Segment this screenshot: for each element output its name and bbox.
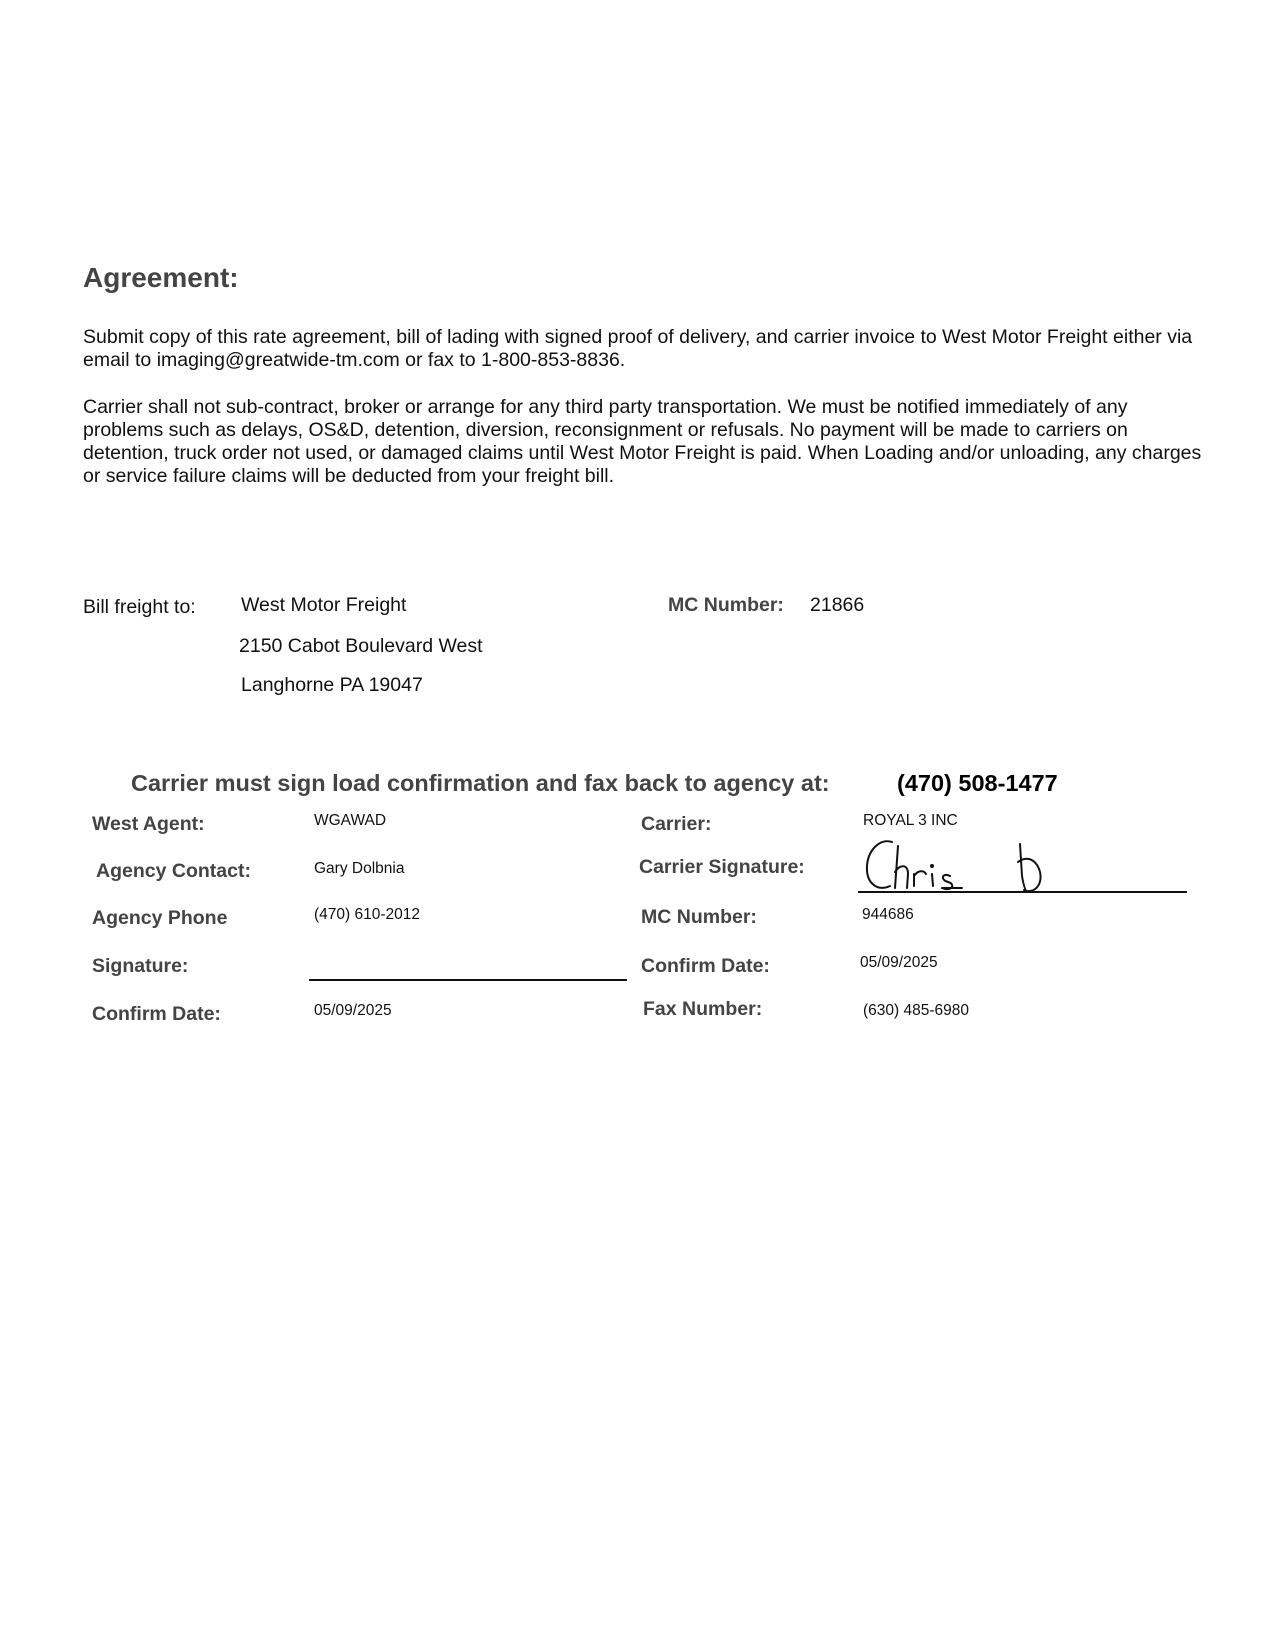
agency-phone-value: (470) 610-2012 (314, 906, 420, 923)
agreement-paragraph-terms: Carrier shall not sub-contract, broker or arrange for any third party transportation. We must be notified immediately of any problems such as delays, OS&D, detention, diversion, reconsignment or refusals. No payment will be made to carriers on detention, truck order not used, or damaged claims until West Motor Freight is paid. When Loading and/or unloading, any charges or service failure claims will be deducted from your freight bill. (83, 396, 1202, 487)
carrier-label: Carrier: (641, 813, 712, 835)
bill-to-address-line2: Langhorne PA 19047 (241, 674, 423, 696)
agency-contact-value: Gary Dolbnia (314, 860, 405, 877)
west-agent-label: West Agent: (92, 813, 205, 835)
carrier-fax-label: Fax Number: (643, 998, 763, 1020)
agency-confirm-date-label: Confirm Date: (92, 1003, 221, 1025)
agreement-paragraph-submit: Submit copy of this rate agreement, bill of lading with signed proof of delivery, and carrier invoice to West Motor Freight either via email to imaging@greatwide-tm.com or fax to 1-800-853-8836. (83, 326, 1193, 371)
carrier-confirm-date-label: Confirm Date: (641, 955, 770, 977)
agency-contact-label: Agency Contact: (96, 860, 251, 882)
bill-to-mc-label: MC Number: (668, 594, 784, 616)
agency-signature-line (309, 979, 627, 981)
bill-to-label: Bill freight to: (83, 596, 196, 618)
carrier-signature-label: Carrier Signature: (639, 856, 805, 878)
west-agent-value: WGAWAD (314, 812, 387, 829)
carrier-value: ROYAL 3 INC (863, 812, 958, 829)
carrier-signature-line (858, 891, 1187, 893)
carrier-mc-label: MC Number: (641, 906, 757, 928)
carrier-confirm-date-value: 05/09/2025 (860, 954, 938, 971)
confirmation-fax-phone: (470) 508-1477 (897, 770, 1058, 796)
agency-confirm-date-value: 05/09/2025 (314, 1002, 392, 1019)
bill-to-address-line1: 2150 Cabot Boulevard West (239, 635, 483, 657)
carrier-mc-value: 944686 (862, 906, 914, 923)
bill-to-mc-value: 21866 (810, 594, 865, 616)
confirmation-instruction: Carrier must sign load confirmation and fax back to agency at: (131, 770, 830, 796)
agreement-heading: Agreement: (83, 262, 239, 293)
agency-phone-label: Agency Phone (92, 907, 228, 929)
bill-to-name: West Motor Freight (241, 594, 407, 616)
carrier-fax-value: (630) 485-6980 (863, 1002, 969, 1019)
carrier-signature (862, 836, 1062, 898)
agency-signature-label: Signature: (92, 955, 189, 977)
